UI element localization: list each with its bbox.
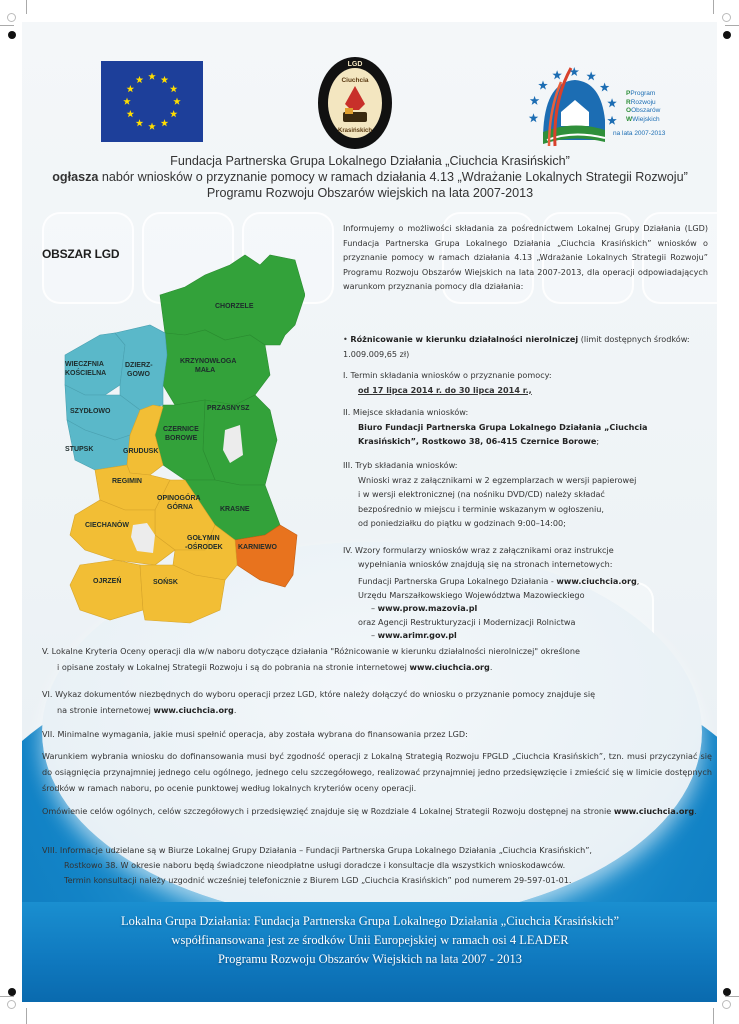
action-item [343,332,708,361]
section-5-line-2: i opisane zostały w Lokalnej Strategii Rozwoju i są do pobrania na stronie internetowej [57,661,410,672]
section-3-title: III. Tryb składania wniosków: [343,460,458,470]
footer-text [40,912,700,969]
prow-star-icon [529,113,539,122]
map-title: OBSZAR LGD [42,247,120,261]
registration-mark-icon [7,13,16,22]
prow-line-4: Wiejskich [632,115,660,123]
eu-flag-logo [101,61,203,142]
lgd-ciuchcia-logo [315,52,395,150]
crop-mark [26,1008,27,1024]
section-1 [343,368,708,397]
eu-star-icon [170,110,178,117]
section-3-line-1: Wnioski wraz z załącznikami w 2 egzemplarzach w wersji papierowej [358,474,637,485]
section-8-line-2: Rostkowo 38. W okresie naboru będą świadczone nieodpłatne usługi doradcze i konsultacje dla wszystkich wnioskodawców. [64,860,566,870]
lgd-logo-top-text: LGD [347,61,363,68]
dash: – [371,603,378,613]
eu-star-icon [127,110,135,117]
label-opinogora-1: OPINOGÓRA [157,495,201,502]
section-1-title: I. Termin składania wniosków o przyznanie pomocy: [343,370,552,380]
label-golymin-2: -OŚRODEK [185,544,223,551]
section-7-title: VII. Minimalne wymagania, jakie musi spełnić operacja, aby została wybrana do finansowania przez LGD: [42,729,468,739]
link-ciuchcia[interactable]: www.ciuchcia.org [556,576,637,586]
submission-dates: od 17 lipca 2014 r. do 30 lipca 2014 r., [358,384,532,395]
section-8-line-3: Termin konsultacji należy uzgodnić wcześniej telefonicznie z Biurem LGD „Ciuchcia Krasińskich” pod numerem 29-597-01-01. [64,875,572,885]
header-line-2-text: nabór wniosków o przyznanie pomocy w ramach działania 4.13 „Wdrażanie Lokalnych Strategii Rozwoju” [98,170,688,184]
crop-mark [713,1008,714,1024]
eu-star-icon [123,98,131,105]
label-sonsk: SOŃSK [153,579,178,586]
prow-star-icon [600,82,610,91]
prow-logo [513,60,683,150]
label-chorzele: CHORZELE [215,303,254,310]
section-5-line-1: V. Lokalne Kryteria Oceny operacji dla w/w naboru dotyczące działania "Różnicowanie w kierunku działalności nierolniczej" określone [42,646,580,656]
lgd-logo-name-1: Ciuchcia [341,77,369,84]
header-line-3: Programu Rozwoju Obszarów wiejskich na lata 2007-2013 [206,186,534,200]
lgd-area-map [55,235,305,625]
header-line-1: Fundacja Partnerska Grupa Lokalnego Działania „Ciuchcia Krasińskich” [170,154,570,168]
link-ciuchcia[interactable]: www.ciuchcia.org [409,661,490,672]
intro-text: Informujemy o możliwości składania za pośrednictwem Lokalnej Grupy Działania (LGD) Fundacja Partnerska Grupa Lokalnego Działania „Ciuchcia Krasińskich” wniosków o przyznanie pomocy w ramach działania 4.13 „Wdrażanie Lokalnych Strategii Rozwoju” Programu Rozwoju Obszarów Wiejskich na lata 2007-2013, dla operacji odpowiadających warunkom przyznania pomocy dla działania: [343,223,708,291]
eu-stars-icon [101,61,203,142]
eu-star-icon [136,119,144,126]
link-prow-mazovia[interactable]: www.prow.mazovia.pl [377,603,478,613]
label-przasnysz: PRZASNYSZ [207,405,250,412]
registration-dot-icon [723,988,731,996]
prow-star-icon [586,71,596,80]
label-ojrzen: OJRZEŃ [93,578,122,585]
label-czernice-2: BOROWE [165,435,198,442]
section-8-line-1: VIII. Informacje udzielane są w Biurze Lokalnej Grupy Działania – Fundacji Partnerska Grupa Lokalnego Działania „Ciuchcia Krasińskich”, [42,845,592,855]
section-4-line-4: oraz Agencji Restrukturyzacji i Modernizacji Rolnictwa [358,616,576,627]
crop-mark [0,25,14,26]
section-6: VI. Wykaz dokumentów niezbędnych do wyboru operacji przez LGD, które należy dołączyć do wniosku o przyznanie pomocy znajduje się na stronie internetowej www.ciuchcia.org. [42,687,712,718]
label-wieczfnia-2: KOŚCIELNA [65,370,107,377]
label-stupsk: STUPSK [65,446,94,453]
section-4 [343,544,708,643]
registration-dot-icon [8,31,16,39]
announcement-header [40,153,700,201]
crop-mark [725,25,739,26]
section-7-paragraph-1: Warunkiem wybrania wniosku do dofinansowania musi być zgodność operacji z Lokalną Strategią Rozwoju FPGLD „Ciuchcia Krasińskich”, tzn. musi przyczyniać się do osiągnięcia przynajmniej jednego celu ogólnego, jednego celu szczegółowego, realizować przynajmniej jedno przedsięwzięcie i zmieścić się w limicie dostępnych środków w ramach naboru, po ocenie punktowej według lokalnych kryteriów oceny operacji. [42,751,712,793]
section-3-line-2: i w wersji elektronicznej (na nośniku DVD/CD) należy składać [358,489,605,499]
eu-star-icon [148,73,156,80]
link-ciuchcia[interactable]: www.ciuchcia.org [153,704,234,715]
section-4-title-2: wypełniania wniosków znajdują się na stronach internetowych: [358,558,613,569]
prow-logo-text: PProgram RRozwoju OObszarów WWiejskich [626,90,661,123]
section-7-paragraph-2: Omówienie celów ogólnych, celów szczegółowych i przedsięwzięć znajduje się w Rozdziale 4 Lokalnej Strategii Rozwoju dostępnej na stronie www.ciuchcia.org. [42,806,697,816]
section-2 [343,405,708,449]
prow-star-icon [552,70,562,79]
section-4-title-1: IV. Wzory formularzy wniosków wraz z załącznikami oraz instrukcje [343,545,614,555]
header-announces: ogłasza [52,170,99,184]
region-chorzele [160,255,305,345]
label-ciechanow: CIECHANÓW [85,522,129,529]
section-4-line-1-end: , [636,576,640,586]
submission-place: Biuro Fundacji Partnerska Grupa Lokalnego Działania „Ciuchcia Krasińskich”, Rostkowo 38, 06-415 Czernice Borowe [358,421,648,446]
label-krasne: KRASNE [220,506,250,513]
eu-star-icon [127,85,135,92]
section-3 [343,458,708,531]
section-2-title: II. Miejsce składania wniosków: [343,407,469,417]
registration-mark-icon [722,1000,731,1009]
section-5: V. Lokalne Kryteria Oceny operacji dla w/w naboru dotyczące działania "Różnicowanie w kierunku działalności nierolniczej" określone i opisane zostały w Lokalnej Strategii Rozwoju i są do pobrania na stronie internetowej www.ciuchcia.org. [42,644,712,675]
label-krzynowloga-1: KRZYNOWŁOGA [180,358,237,365]
registration-dot-icon [723,31,731,39]
eu-star-icon [161,119,169,126]
prow-years: na lata 2007-2013 [613,130,666,137]
prow-star-icon [607,98,617,107]
eu-star-icon [170,85,178,92]
eu-star-icon [161,76,169,83]
prow-star-icon [530,96,540,105]
prow-star-icon [538,81,548,90]
registration-mark-icon [722,13,731,22]
footer-line-1: Lokalna Grupa Działania: Fundacja Partnerska Grupa Lokalnego Działania „Ciuchcia Krasińskich” [120,914,620,928]
footer-line-2: współfinansowana jest ze środków Unii Europejskiej w ramach osi 4 LEADER [171,933,569,947]
crop-mark [713,0,714,14]
label-regimin: REGIMIN [112,478,142,485]
dash: – [371,630,378,640]
label-karniewo: KARNIEWO [238,544,277,551]
section-6-line-1: VI. Wykaz dokumentów niezbędnych do wyboru operacji przez LGD, które należy dołączyć do wniosku o przyznanie pomocy znajduje się [42,689,596,699]
action-bullet: • [343,334,351,344]
label-szydlowo: SZYDŁOWO [70,408,111,415]
label-dzierzgowo-2: GOWO [127,371,150,378]
action-limit: (limit dostępnych środków: 1.009.009,65 zł) [343,334,690,359]
section-8 [42,843,712,888]
label-dzierzgowo-1: DZIERZ- [125,362,153,369]
crop-mark [725,996,739,997]
prow-line-3: Obszarów [631,107,661,114]
lgd-logo-name-2: Krasińskich [337,128,373,134]
header-line-2 [40,169,700,185]
section-7-paragraph-2-text: Omówienie celów ogólnych, celów szczegółowych i przedsięwzięć znajduje się w Rozdziale 4 Lokalnej Strategii Rozwoju dostępnej na stronie [42,806,614,816]
section-2-end: ; [596,436,600,446]
section-6-line-2: na stronie internetowej [57,704,154,715]
link-ciuchcia[interactable]: www.ciuchcia.org [613,806,695,816]
prow-line-2: Rozwoju [630,98,656,106]
link-arimr[interactable]: www.arimr.gov.pl [377,630,457,640]
label-golymin-1: GOŁYMIN [187,535,220,542]
footer-line-3: Programu Rozwoju Obszarów Wiejskich na lata 2007 - 2013 [217,952,523,966]
region-ojrzen [70,560,143,620]
section-3-line-3: bezpośrednio w miejscu i terminie wskazanym w ogłoszeniu, [358,503,604,514]
eu-star-icon [173,98,181,105]
crop-mark [26,0,27,14]
prow-star-icon [607,116,617,125]
section-4-line-2: Urzędu Marszałkowskiego Województwa Mazowieckiego [358,589,585,600]
label-opinogora-2: GÓRNA [167,504,194,511]
section-4-line-1: Fundacji Partnerska Grupa Lokalnego Działania - [358,576,557,586]
label-wieczfnia-1: WIECZFNIA [65,361,104,368]
crop-mark [0,996,14,997]
registration-dot-icon [8,988,16,996]
eu-star-icon [136,76,144,83]
registration-mark-icon [7,1000,16,1009]
action-name: Różnicowanie w kierunku działalności nierolniczej [350,334,579,344]
label-grudusk: GRUDUSK [123,448,159,455]
eu-star-icon [148,123,156,130]
section-3-line-4: od poniedziałku do piątku w godzinach 9:00–14:00; [358,518,566,528]
label-krzynowloga-2: MAŁA [195,367,216,374]
intro-paragraph [343,221,708,294]
label-czernice-1: CZERNICE [163,426,199,433]
region-krzynowloga-mala [163,330,270,405]
prow-line-1: Program [630,90,656,97]
